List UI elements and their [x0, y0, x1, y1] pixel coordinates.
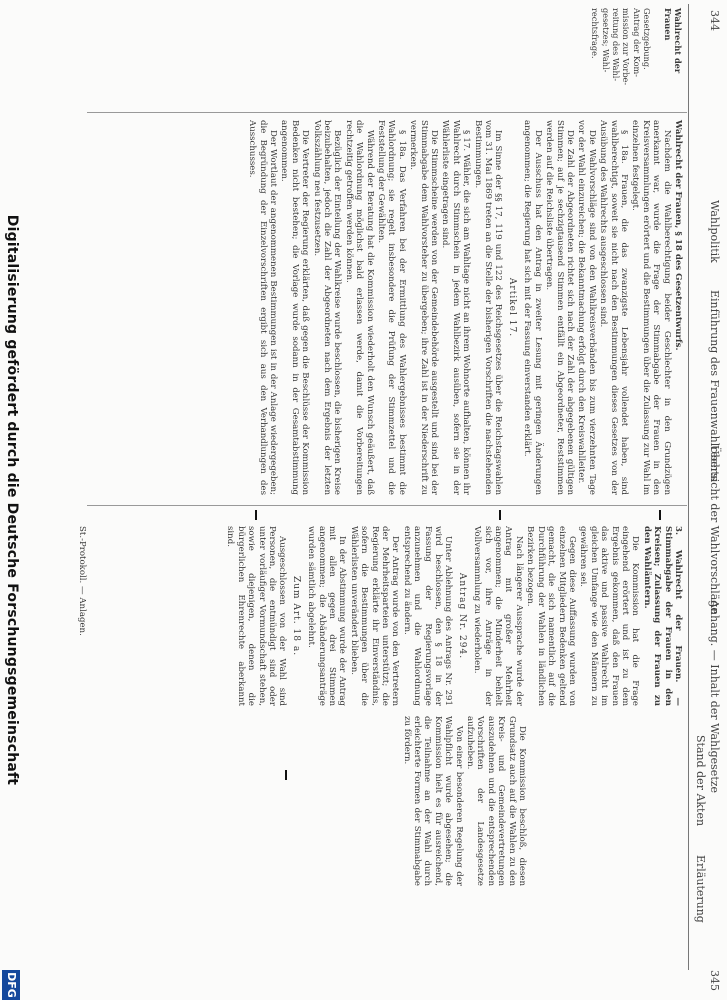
- margin-note-line: mission zur Vorbe-: [621, 8, 632, 86]
- page-gutter: [87, 505, 687, 506]
- right-text-column: [224, 526, 683, 706]
- right-column-head-1: Stand der Akten: [694, 735, 707, 827]
- paragraph: Der Wortlaut der angenommenen Bestimmungen ist in der Anlage wiedergegeben; die Begründung der Einzelvorschriften ergibt sich aus den Verhandlungen des Ausschusses.: [247, 120, 278, 495]
- left-page-subtitle: Übersicht der Wahlvorschläge: [708, 445, 721, 614]
- paragraph: Ausgeschlossen von der Wahl sind Personen, die entmündigt sind oder unter vorläufiger Vormundschaft stehen, sowie diejenigen, denen die bürgerlichen Ehrenrechte aberkannt sind.: [225, 526, 288, 706]
- subheading: Antrag Nr. 294.: [456, 572, 467, 660]
- paragraph: In der Abstimmung wurde der Antrag mit allen gegen drei Stimmen angenommen; die Abänderungsanträge wurden sämtlich abgelehnt.: [306, 526, 348, 706]
- paragraph: § 18a. Das Verfahren bei der Ermittlung des Wahlergebnisses bestimmt die Wahlordnung; sie regelt insbesondere die Prüfung der Stimmzettel und die Feststellung der Gewählten.: [376, 120, 407, 495]
- paragraph: Die Vertreter der Regierung erklärten, daß gegen die Beschlüsse der Kommission Bedenken nicht bestehen; die Vorlage wurde sodann in der Gesamtabstimmung angenommen.: [279, 120, 311, 495]
- left-text-column: [246, 120, 683, 495]
- right-page-number: 345: [708, 970, 721, 991]
- paragraph: Die Kommission beschloß, diesen Grundsatz auch auf die Wahlen zu den Kreis- und Gemeindevertretungen auszudehnen und die entsprechenden Vorschriften der Landesgesetze aufzuheben.: [464, 716, 527, 886]
- paragraph: Nachdem die Wahlberechtigung beider Geschlechter in den Grundzügen anerkannt war, wurde die Frage der Stimmabgabe der Frauen in den Kreisversammlungen erörtert und die Bestimmungen über die Zulassung zur Wahl im einzelnen festgelegt.: [630, 120, 672, 495]
- dfg-logo: DFG: [2, 970, 20, 1000]
- paragraph: § 17. Wähler, die sich am Wahltage nicht an ihrem Wohnorte aufhalten, können ihr Wahlrecht durch Stimmschein in jedem Wahlbezirk ausüben, sofern sie in der Wählerliste eingetragen sind.: [440, 120, 472, 495]
- subheading: Zum Art. 18 a.: [290, 575, 301, 657]
- right-column-head-2: Erläuterung: [694, 855, 707, 923]
- signature: St.-Protokoll. — Anlagen.: [77, 526, 87, 636]
- paragraph: Die Wahlvorschläge sind von den Wahlkreisverbänden bis zum vierzehnten Tage vor der Wahl einzureichen; die Bekanntmachung erfolgt durch den Kreiswahlleiter.: [576, 120, 597, 495]
- margin-divider: [87, 112, 687, 113]
- margin-notes: [590, 8, 683, 108]
- paragraph: Der Ausschuss hat den Antrag in zweiter Lesung mit geringen Änderungen angenommen; die Regierung hat sich mit der Fassung einverstanden erklärt.: [522, 120, 543, 495]
- digitization-banner: Digitalisierung gefördert durch die Deutsche Forschungsgemeinschaft: [4, 214, 20, 786]
- paragraph: Die Kommission hat die Frage eingehend erörtert und ist zu dem Ergebnis gekommen, daß den Frauen das aktive und passive Wahlrecht im gleichen Umfange wie den Männern zu gewähren sei.: [578, 526, 641, 706]
- paragraph: Die Stimmscheine werden von der Gemeindebehörde ausgestellt und sind bei der Stimmabgabe dem Wahlvorsteher zu übergeben; ihre Zahl ist in der Niederschrift zu vermerken.: [408, 120, 440, 495]
- left-running-head: Wahlpolitik: [708, 200, 721, 263]
- margin-note-line: gesetzes; Wahl-: [600, 8, 611, 73]
- paragraph: § 18a. Frauen, die das zwanzigste Lebensjahr vollendet haben, sind wahlberechtigt, soweit sie nicht nach den Bestimmungen dieses Gesetzes von der Ausübung des Wahlrechts ausgeschlossen sind.: [598, 120, 629, 495]
- paragraph: Während der Beratung hat die Kommission wiederholt den Wunsch geäußert, daß die Wahlordnung möglichst bald erlassen werde, damit die Vorbereitungen rechtzeitig getroffen werden können.: [343, 120, 375, 495]
- signature-line: [76, 526, 87, 726]
- margin-note-line: Antrag der Kom-: [631, 8, 642, 78]
- left-page-number: 344: [708, 10, 721, 31]
- right-text-column-2: [400, 716, 527, 886]
- paragraph: Unter Ablehnung des Antrags Nr. 291 wird beschlossen, den § 18 in der Fassung der Regierungsvorlage anzunehmen und die Wahlordnung entsprechend zu ändern.: [401, 526, 454, 706]
- margin-note-line: rechtsfrage.: [590, 8, 601, 59]
- left-intro: Wahlrecht der Frauen, § 18 des Gesetzentwurfs.: [673, 120, 683, 351]
- paragraph: Von einer besonderen Regelung der Wahlpflicht wurde abgesehen; die Kommission hielt es für ausreichend, die Teilnahme an der Wahl durch erleichterte Formen der Stimmabgabe zu fördern.: [401, 716, 464, 886]
- paragraph: Bezüglich der Einteilung der Wahlkreise wurde beschlossen, die bisherigen Kreise beizubehalten, jedoch die Zahl der Abgeordneten nach dem Ergebnis der letzten Volkszählung neu festzusetzen.: [311, 120, 343, 495]
- header-rule: [688, 4, 689, 970]
- right-running-head: Anhang. — Inhalt der Wahlgesetze: [708, 600, 721, 794]
- left-page-title: Einführung des Frauenwahlrechts: [708, 290, 721, 482]
- paragraph: Der Antrag wurde von den Vertretern der Mehrheitsparteien unterstützt; die Regierung erklärte ihr Einverständnis, sofern die Bestimmungen über die Wählerlisten unverändert blieben.: [348, 526, 401, 706]
- margin-note-line: reitung des Wahl-: [610, 8, 621, 82]
- margin-title: Wahlrecht der Frauen: [662, 8, 683, 74]
- right-intro: 3. Wahlrecht der Frauen. — Stimmabgabe der Frauen in den Kreisen; Zulassung der Frauen zu den Wahlämtern.: [641, 526, 683, 706]
- margin-bar: [285, 770, 287, 780]
- margin-bar: [255, 510, 257, 520]
- paragraph: Gegen diese Auffassung wurden von einzelnen Mitgliedern Bedenken geltend gemacht, die sich namentlich auf die Durchführung der Wahlen in ländlichen Bezirken bezogen.: [525, 526, 577, 706]
- margin-bar: [499, 510, 501, 520]
- margin-note-title: Gesetzgebung.: [642, 8, 653, 70]
- margin-bar: [659, 510, 661, 520]
- paragraph: Nach längerer Aussprache wurde der Antrag mit großer Mehrheit angenommen; die Minderheit behielt sich vor, ihre Anträge in der Vollversammlung zu wiederholen.: [472, 526, 524, 706]
- paragraph: Die Zahl der Abgeordneten richtet sich nach der Zahl der abgegebenen gültigen Stimmen; auf je sechzigtausend Stimmen entfällt ein Abgeordneter, Reststimmen werden auf die Reichsliste übertragen.: [544, 120, 575, 495]
- section-heading: Artikel 17.: [506, 277, 517, 338]
- paragraph: Im Sinne der §§ 17, 119 und 122 des Reichsgesetzes über die Reichstagswahlen vom 31. Mai 1869 treten an die Stelle der bisherigen Vorschriften die nachstehenden Bestimmungen.: [472, 120, 504, 495]
